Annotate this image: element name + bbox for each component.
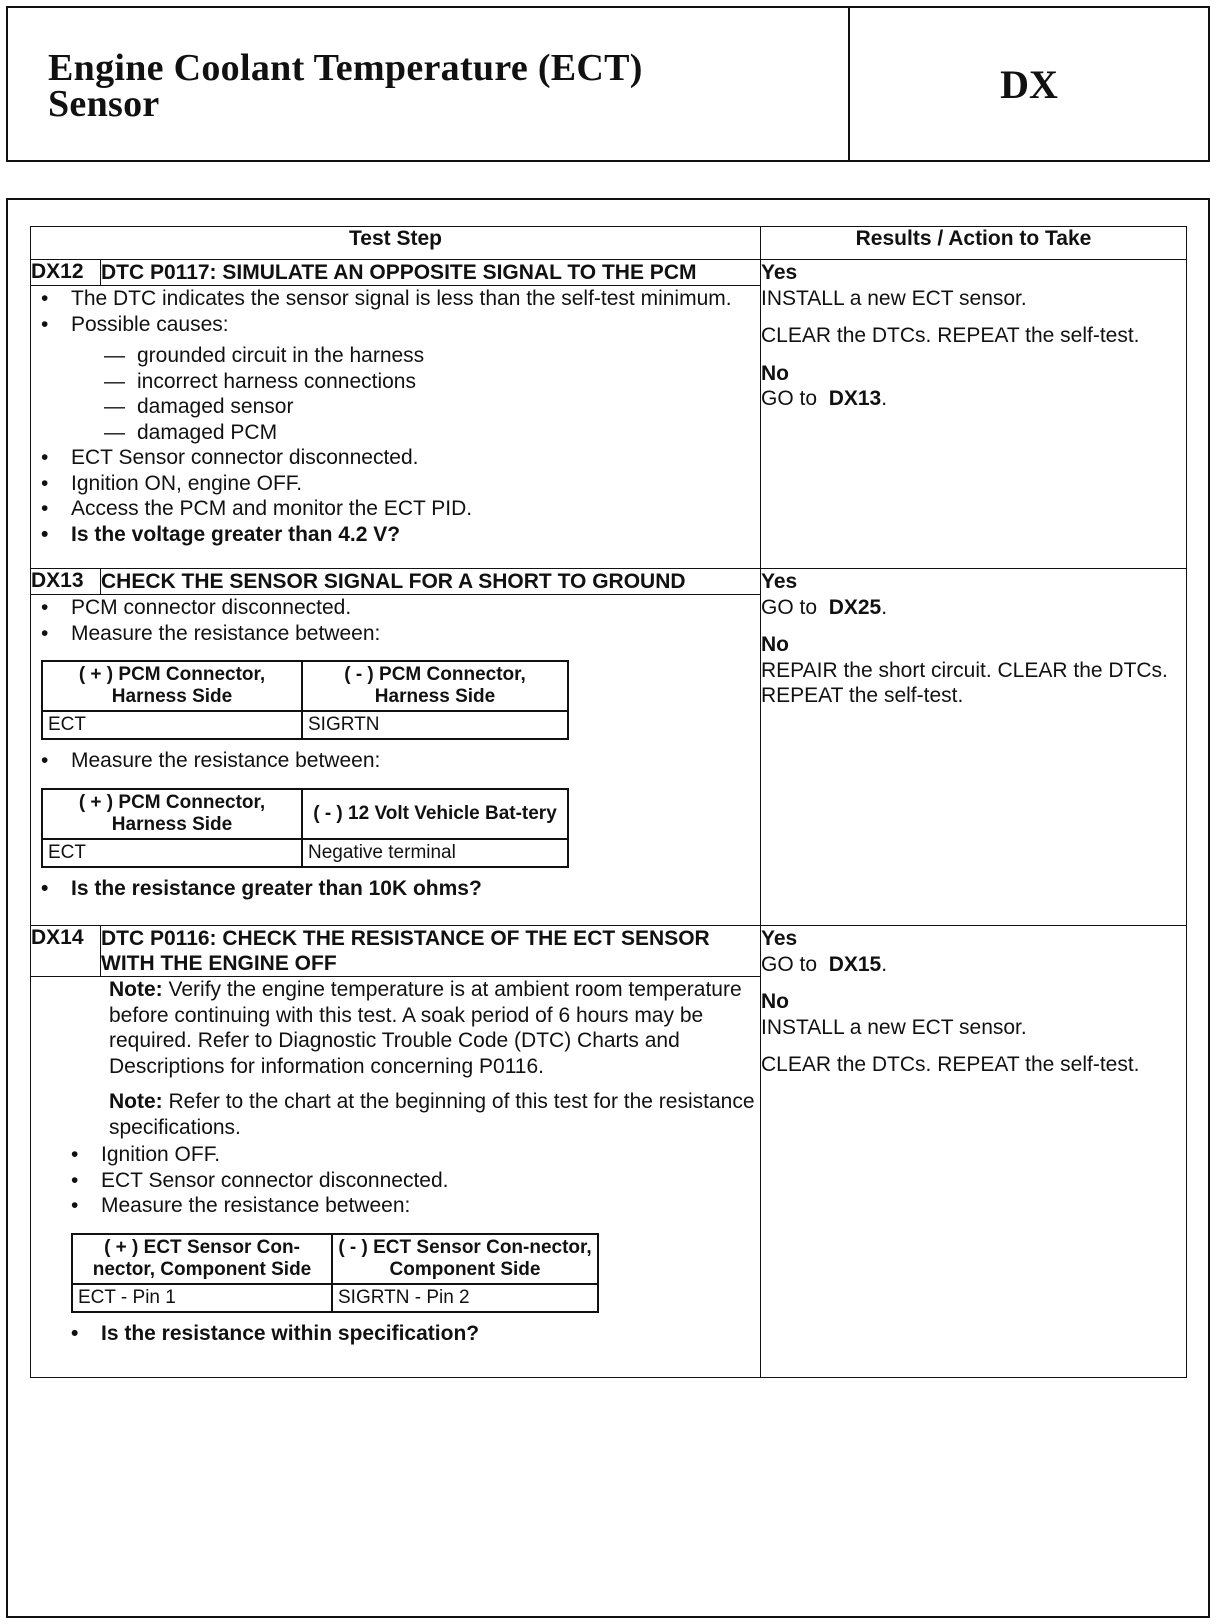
list-item: — incorrect harness connections bbox=[137, 369, 760, 395]
dx12-results bbox=[761, 260, 1187, 569]
dx12-no-target: DX13 bbox=[828, 387, 882, 410]
dx14-yes-label: Yes bbox=[761, 927, 798, 950]
table-cell: Negative terminal bbox=[302, 839, 568, 867]
dx13-yes-prefix: GO to bbox=[761, 595, 818, 619]
title-line-1: Engine Coolant Temperature (ECT) bbox=[48, 47, 643, 89]
dx13-yes-suffix: . bbox=[881, 595, 888, 619]
dx12-causes bbox=[71, 343, 760, 445]
dx12-question: • Is the voltage greater than 4.2 V? bbox=[71, 522, 760, 548]
page-title bbox=[48, 47, 643, 125]
list-item: • Measure the resistance between: bbox=[71, 621, 760, 647]
list-item: — damaged PCM bbox=[137, 420, 760, 446]
list-item: • Measure the resistance between: bbox=[71, 748, 760, 774]
header-title-box bbox=[8, 8, 850, 160]
dx14-resistance-table bbox=[71, 1233, 599, 1313]
dx13-bullets bbox=[31, 595, 760, 646]
dx14-question: • Is the resistance within specification? bbox=[101, 1321, 760, 1347]
table-header-row bbox=[31, 227, 1187, 260]
table-cell: SIGRTN - Pin 2 bbox=[332, 1284, 598, 1312]
table-header: ( - ) 12 Volt Vehicle Bat-tery bbox=[302, 789, 568, 839]
dx14-note-1-label: Note: bbox=[109, 978, 163, 1001]
list-item: — grounded circuit in the harness bbox=[137, 343, 760, 369]
table-header: ( + ) PCM Connector, Harness Side bbox=[42, 661, 302, 711]
dx12-title: DTC P0117: SIMULATE AN OPPOSITE SIGNAL TO THE PCM bbox=[101, 260, 761, 286]
dx13-step-id: DX13 bbox=[31, 569, 101, 595]
diagnostic-table bbox=[30, 226, 1187, 1378]
dx12-yes-label: Yes bbox=[761, 261, 798, 284]
dx14-no-text: INSTALL a new ECT sensor. bbox=[761, 1015, 1027, 1039]
dx14-bullets-2 bbox=[61, 1321, 760, 1347]
dx14-no-label: No bbox=[761, 990, 789, 1013]
table-header: ( - ) PCM Connector, Harness Side bbox=[302, 661, 568, 711]
dx14-no-text-2: CLEAR the DTCs. REPEAT the self-test. bbox=[761, 1053, 1140, 1076]
dx13-title-row bbox=[31, 569, 1187, 595]
dx14-note-2-text: Refer to the chart at the beginning of this test for the resistance specifications. bbox=[109, 1090, 755, 1139]
dx13-no-text: REPAIR the short circuit. CLEAR the DTCs. REPEAT the self-test. bbox=[761, 658, 1168, 707]
dx13-resistance-table-1 bbox=[41, 660, 569, 740]
dx12-no-prefix: GO to bbox=[761, 387, 818, 410]
table-row bbox=[42, 711, 568, 739]
table-header: ( - ) ECT Sensor Con-nector, Component Side bbox=[332, 1234, 598, 1284]
col-test-step: Test Step bbox=[31, 227, 761, 260]
dx13-bullets-3 bbox=[31, 876, 760, 902]
dx14-yes-suffix: . bbox=[881, 952, 888, 976]
list-item: • Measure the resistance between: bbox=[101, 1193, 760, 1219]
dx14-note-2 bbox=[109, 1089, 760, 1140]
dx13-bullets-2 bbox=[31, 748, 760, 774]
table-cell: ECT bbox=[42, 839, 302, 867]
dx14-bullets bbox=[61, 1142, 760, 1219]
dx13-yes-label: Yes bbox=[761, 570, 798, 593]
dx14-step-id: DX14 bbox=[31, 926, 101, 977]
dx13-question: • Is the resistance greater than 10K ohms? bbox=[71, 876, 760, 902]
dx14-body bbox=[31, 977, 761, 1378]
table-row bbox=[42, 839, 568, 867]
dx12-bullets bbox=[31, 286, 760, 547]
list-item: • ECT Sensor connector disconnected. bbox=[101, 1168, 760, 1194]
dx14-note-1-text: Verify the engine temperature is at ambient room temperature before continuing with this test. A soak period of 6 hours may be required. Refer to Diagnostic Trouble Code (DTC) Charts and Descriptions for information concerning P0116. bbox=[109, 978, 742, 1078]
list-item: • Ignition OFF. bbox=[101, 1142, 760, 1168]
dx14-yes-text bbox=[761, 952, 1186, 978]
dx13-yes-target: DX25 bbox=[828, 595, 882, 619]
dx13-resistance-table-2 bbox=[41, 788, 569, 868]
dx12-title-row bbox=[31, 260, 1187, 286]
dx12-yes-text: INSTALL a new ECT sensor. bbox=[761, 286, 1027, 310]
table-header: ( + ) PCM Connector, Harness Side bbox=[42, 789, 302, 839]
dx12-no-text bbox=[761, 386, 1186, 412]
title-line-2: Sensor bbox=[48, 83, 160, 125]
dx14-yes-target: DX15 bbox=[828, 952, 882, 976]
list-item: — damaged sensor bbox=[137, 394, 760, 420]
dx14-title-row bbox=[31, 926, 1187, 977]
dx12-body bbox=[31, 286, 761, 569]
dx13-no-label: No bbox=[761, 633, 789, 656]
dx13-results bbox=[761, 569, 1187, 926]
dx12-possible-causes: Possible causes: bbox=[71, 312, 229, 336]
dx12-no-label: No bbox=[761, 361, 789, 385]
list-item: • ECT Sensor connector disconnected. bbox=[71, 445, 760, 471]
dx14-results bbox=[761, 926, 1187, 1378]
table-cell: ECT - Pin 1 bbox=[72, 1284, 332, 1312]
table-header: ( + ) ECT Sensor Con-nector, Component Side bbox=[72, 1234, 332, 1284]
dx14-yes-prefix: GO to bbox=[761, 952, 818, 976]
dx14-title: DTC P0116: CHECK THE RESISTANCE OF THE ECT SENSOR WITH THE ENGINE OFF bbox=[101, 926, 761, 977]
dx13-body bbox=[31, 595, 761, 926]
dx14-note-1 bbox=[109, 977, 760, 1079]
section-code: DX bbox=[1000, 61, 1058, 107]
table-cell: SIGRTN bbox=[302, 711, 568, 739]
dx13-yes-text bbox=[761, 595, 1186, 621]
list-item: • PCM connector disconnected. bbox=[71, 595, 760, 621]
list-item: • Ignition ON, engine OFF. bbox=[71, 471, 760, 497]
dx12-yes-text-2: CLEAR the DTCs. REPEAT the self-test. bbox=[761, 324, 1140, 347]
page-header bbox=[6, 6, 1210, 162]
list-item: • Access the PCM and monitor the ECT PID. bbox=[71, 496, 760, 522]
table-row bbox=[72, 1284, 598, 1312]
col-results: Results / Action to Take bbox=[761, 227, 1187, 260]
list-item bbox=[71, 312, 760, 446]
dx12-no-suffix: . bbox=[881, 387, 888, 410]
table-cell: ECT bbox=[42, 711, 302, 739]
dx13-title: CHECK THE SENSOR SIGNAL FOR A SHORT TO GROUND bbox=[101, 569, 761, 595]
dx12-step-id: DX12 bbox=[31, 260, 101, 286]
list-item: • The DTC indicates the sensor signal is less than the self-test minimum. bbox=[71, 286, 760, 312]
dx14-note-2-label: Note: bbox=[109, 1090, 163, 1113]
